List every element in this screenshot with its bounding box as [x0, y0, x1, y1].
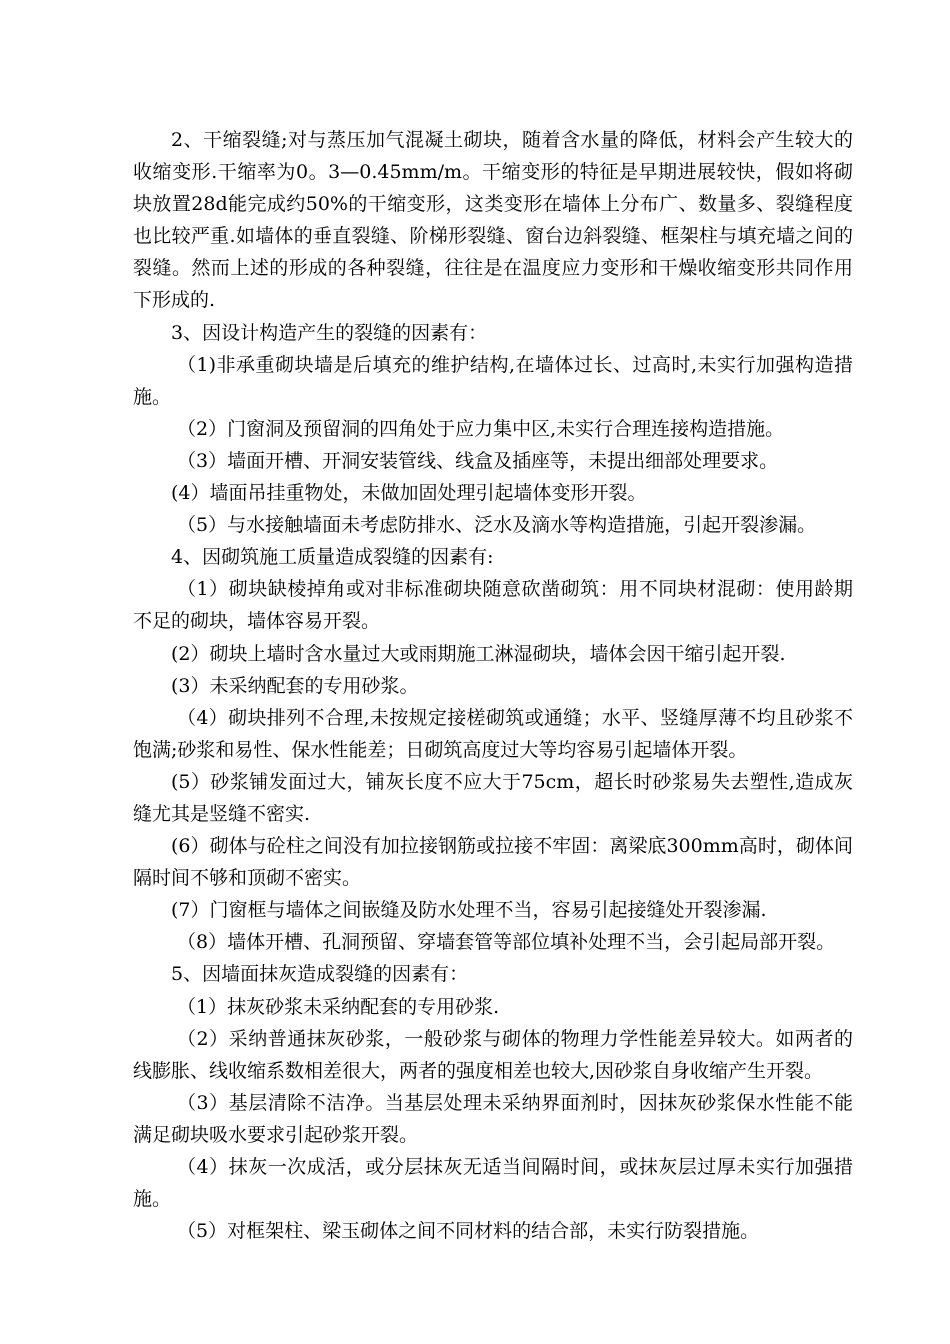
list-item: (5）砂浆铺发面过大，铺灰长度不应大于75cm，超长时砂浆易失去塑性,造成灰缝尤其是竖缝不密实.: [133, 770, 853, 825]
list-item: (6）砌体与砼柱之间没有加拉接钢筋或拉接不牢固：离梁底300mm高时，砌体间隔时间不够和顶砌不密实。: [133, 835, 853, 890]
heading-plaster-causes: 5、因墙面抹灰造成裂缝的因素有：: [171, 963, 469, 986]
list-item: (2）砌块上墙时含水量过大或雨期施工淋湿砌块，墙体会因干缩引起开裂.: [171, 642, 786, 665]
list-item: （1)非承重砌块墙是后填充的维护结构,在墙体过长、过高时,未实行加强构造措施。: [133, 353, 853, 408]
list-item: （3）基层清除不洁净。当基层处理未采纳界面剂时，因抹灰砂浆保水性能不能满足砌块吸水要求引起砂浆开裂。: [133, 1091, 853, 1146]
list-item: （5）与水接触墙面未考虑防排水、泛水及滴水等构造措施，引起开裂渗漏。: [177, 514, 817, 537]
list-item: （2）采纳普通抹灰砂浆，一般砂浆与砌体的物理力学性能差异较大。如两者的线膨胀、线收缩系数相差很大，两者的强度相差也较大,因砂浆自身收缩产生开裂。: [133, 1027, 853, 1082]
heading-design-causes: 3、因设计构造产生的裂缝的因素有：: [171, 321, 488, 344]
list-item: （1）砌块缺棱掉角或对非标准砌块随意砍凿砌筑：用不同块材混砌：使用龄期不足的砌块，墙体容易开裂。: [133, 578, 853, 633]
document-body: [133, 124, 853, 1247]
list-item: （5）对框架柱、梁玉砌体之间不同材料的结合部，未实行防裂措施。: [177, 1220, 760, 1243]
list-item: (7）门窗框与墙体之间嵌缝及防水处理不当，容易引起接缝处开裂渗漏.: [171, 899, 767, 922]
paragraph-dry-shrinkage-cracks: 2、干缩裂缝;对与蒸压加气混凝土砌块，随着含水量的降低，材料会产生较大的收缩变形.干缩率为0。3—0.45mm/m。干缩变形的特征是早期进展较快，假如将砌块放置28d能完成约50%的干缩变形，这类变形在墙体上分布广、数量多、裂缝程度也比较严重.如墙体的垂直裂缝、阶梯形裂缝、窗台边斜裂缝、框架柱与填充墙之间的裂缝。然而上述的形成的各种裂缝，往往是在温度应力变形和干燥收缩变形共同作用下形成的.: [133, 129, 853, 312]
list-item: （2）门窗洞及预留洞的四角处于应力集中区,未实行合理连接构造措施。: [177, 417, 785, 440]
list-item: (4）墙面吊挂重物处，未做加固处理引起墙体变形开裂。: [171, 482, 647, 505]
heading-construction-causes: 4、因砌筑施工质量造成裂缝的因素有:: [171, 546, 494, 569]
list-item: （4）砌块排列不合理,未按规定接槎砌筑或通缝；水平、竖缝厚薄不均且砂浆不饱满;砂浆和易性、保水性能差；日砌筑高度过大等均容易引起墙体开裂。: [133, 706, 853, 761]
list-item: （3）墙面开槽、开洞安装管线、线盒及插座等，未提出细部处理要求。: [177, 449, 779, 472]
list-item: (3）未采纳配套的专用砂浆。: [171, 674, 419, 697]
list-item: （4）抹灰一次成活，或分层抹灰无适当间隔时间，或抹灰层过厚未实行加强措施。: [133, 1156, 853, 1211]
list-item: （8）墙体开槽、孔洞预留、穿墙套管等部位填补处理不当，会引起局部开裂。: [177, 931, 836, 954]
list-item: （1）抹灰砂浆未采纳配套的专用砂浆.: [177, 995, 500, 1018]
